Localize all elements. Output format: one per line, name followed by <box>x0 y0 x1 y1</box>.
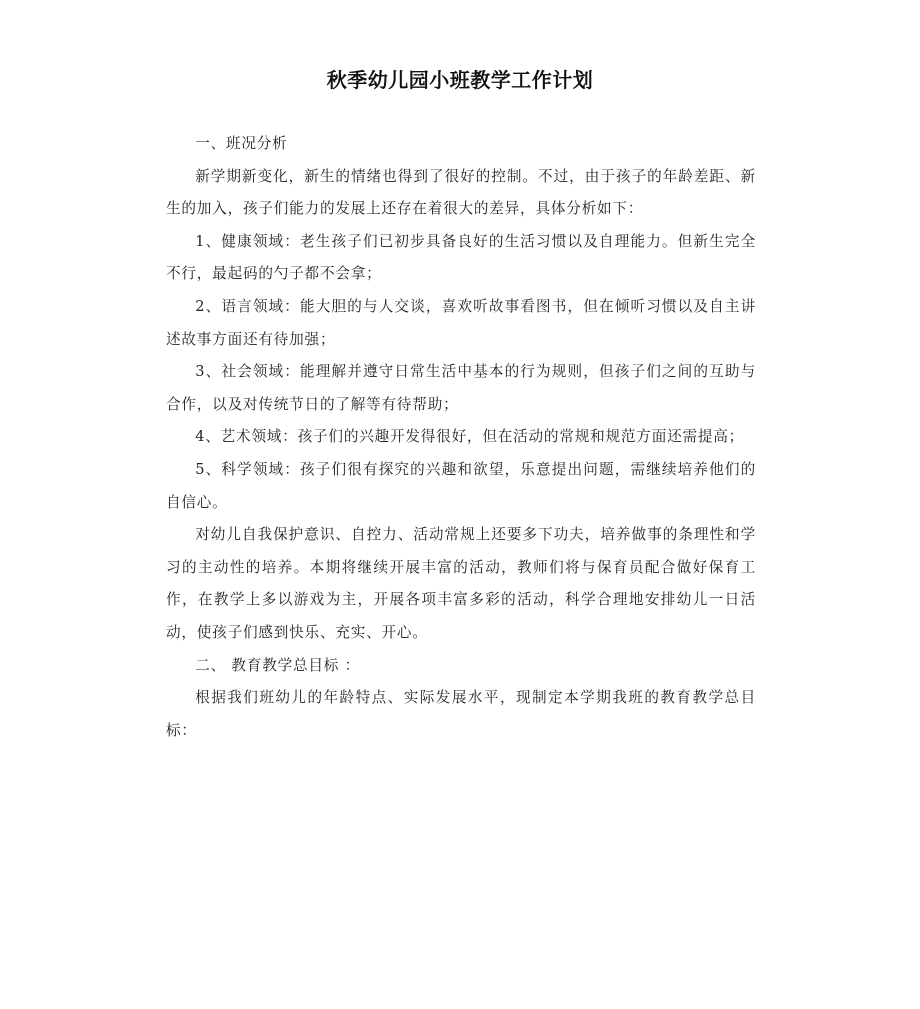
list-item-social: 3、社会领域：能理解并遵守日常生活中基本的行为规则，但孩子们之间的互助与合作，以及对传统节日的了解等有待帮助； <box>166 363 756 413</box>
body-paragraph: 对幼儿自我保护意识、自控力、活动常规上还要多下功夫，培养做事的条理性和学习的主动性的培养。本期将继续开展丰富的活动，教师们将与保育员配合做好保育工作，在教学上多以游戏为主，开展各项丰富多彩的活动，科学合理地安排幼儿一日活动，使孩子们感到快乐、充实、开心。 <box>166 526 756 641</box>
list-item-science: 5、科学领域：孩子们很有探究的兴趣和欲望，乐意提出问题，需继续培养他们的自信心。 <box>166 460 756 511</box>
body-paragraph: 根据我们班幼儿的年龄特点、实际发展水平，现制定本学期我班的教育教学总目标： <box>166 689 756 739</box>
list-item-health: 1、健康领域：老生孩子们已初步具备良好的生活习惯以及自理能力。但新生完全不行，最起码的勺子都不会拿； <box>166 232 756 283</box>
list-item-art: 4、艺术领域：孩子们的兴趣开发得很好，但在活动的常规和规范方面还需提高； <box>195 428 745 446</box>
list-item-language: 2、语言领域：能大胆的与人交谈，喜欢听故事看图书，但在倾听习惯以及自主讲述故事方面还有待加强； <box>166 297 756 348</box>
section-heading-goals: 二、 教育教学总目标 ： <box>195 656 361 674</box>
section-heading-class-analysis: 一、班况分析 <box>195 135 288 152</box>
document-title: 秋季幼儿园小班教学工作计划 <box>326 68 594 92</box>
document-body <box>166 128 756 747</box>
body-paragraph: 新学期新变化，新生的情绪也得到了很好的控制。不过，由于孩子的年龄差距、新生的加入，孩子们能力的发展上还存在着很大的差异，具体分析如下： <box>166 167 756 218</box>
